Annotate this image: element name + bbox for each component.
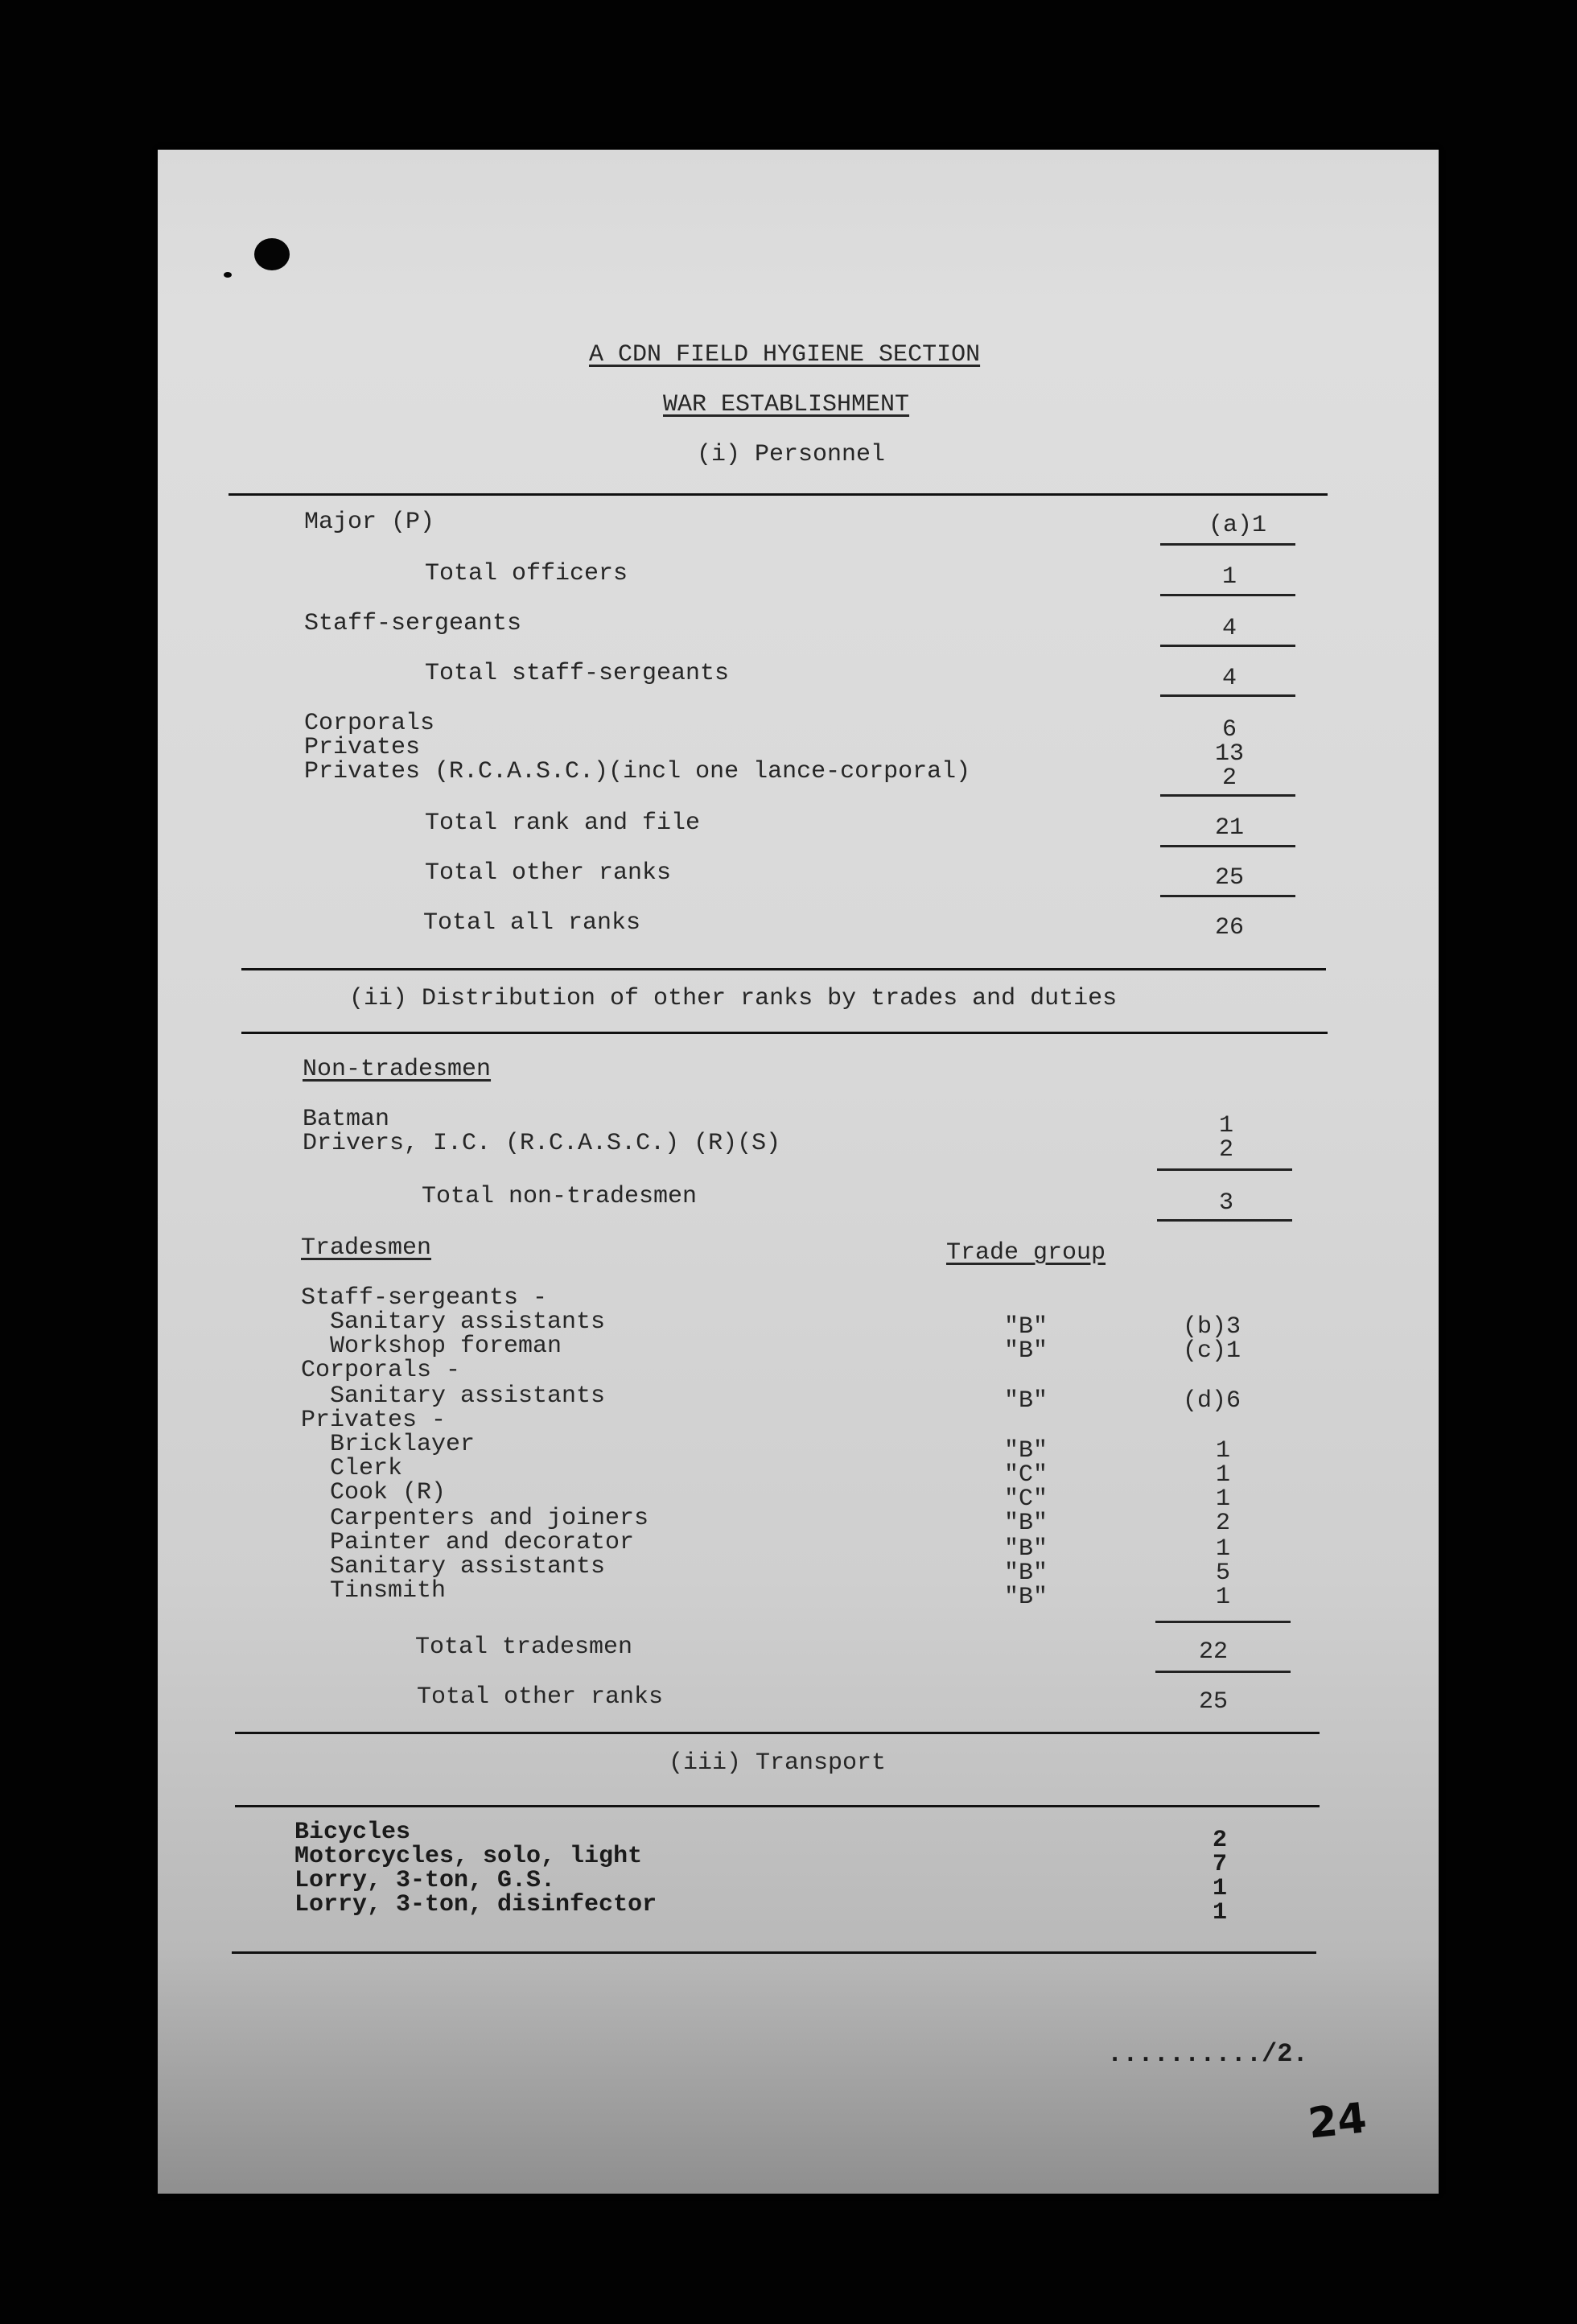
total-other-ranks-label: Total other ranks bbox=[417, 1683, 664, 1711]
trade-value: 1 bbox=[1215, 1461, 1230, 1489]
personnel-value: 4 bbox=[1221, 615, 1237, 642]
personnel-total-label: Total other ranks bbox=[425, 859, 672, 887]
personnel-label: Privates (R.C.A.S.C.)(incl one lance-corporal) bbox=[304, 758, 971, 785]
trade-value: (b)3 bbox=[1182, 1313, 1241, 1341]
transport-label: Lorry, 3-ton, disinfector bbox=[294, 1891, 657, 1918]
document-title: A CDN FIELD HYGIENE SECTION bbox=[589, 341, 981, 369]
trade-category-label: Privates - bbox=[301, 1407, 447, 1434]
tradesmen-heading: Tradesmen bbox=[301, 1234, 432, 1262]
non-tradesmen-heading: Non-tradesmen bbox=[303, 1056, 492, 1083]
total-tradesmen-value: 22 bbox=[1198, 1638, 1228, 1666]
non-tradesmen-total-label: Total non-tradesmen bbox=[422, 1183, 698, 1210]
trade-label: Sanitary assistants bbox=[330, 1308, 606, 1336]
section-3-heading: (iii) Transport bbox=[668, 1749, 887, 1777]
document-subtitle: WAR ESTABLISHMENT bbox=[663, 391, 910, 418]
non-tradesmen-label: Batman bbox=[303, 1106, 390, 1133]
personnel-total-value: 4 bbox=[1221, 665, 1237, 692]
trade-value: 1 bbox=[1215, 1485, 1230, 1513]
subtotal-rule bbox=[1160, 694, 1295, 697]
transport-value: 2 bbox=[1212, 1827, 1227, 1854]
section-1-top-rule bbox=[229, 493, 1328, 496]
section-2-top-rule bbox=[241, 968, 1326, 970]
transport-value: 1 bbox=[1212, 1899, 1227, 1926]
subtotal-rule bbox=[1155, 1621, 1291, 1623]
transport-value: 7 bbox=[1212, 1851, 1227, 1878]
trade-label: Workshop foreman bbox=[330, 1333, 562, 1360]
trade-value: (d)6 bbox=[1182, 1387, 1241, 1415]
trade-group: "B" bbox=[1004, 1560, 1048, 1587]
trade-label: Carpenters and joiners bbox=[330, 1505, 649, 1532]
trade-group-heading: Trade group bbox=[946, 1239, 1106, 1267]
trade-label: Painter and decorator bbox=[330, 1529, 635, 1556]
trade-group: "B" bbox=[1004, 1437, 1048, 1465]
trade-group: "B" bbox=[1004, 1510, 1048, 1537]
trade-label: Sanitary assistants bbox=[330, 1553, 606, 1580]
personnel-total-value: 25 bbox=[1214, 864, 1244, 892]
document-page bbox=[158, 150, 1439, 2194]
trade-value: 1 bbox=[1215, 1437, 1230, 1465]
trade-value: 1 bbox=[1215, 1535, 1230, 1563]
trade-group: "C" bbox=[1004, 1461, 1048, 1489]
trade-group: "B" bbox=[1004, 1337, 1048, 1365]
personnel-total-value: 21 bbox=[1214, 814, 1244, 842]
personnel-total-value: 26 bbox=[1214, 914, 1244, 942]
trade-label: Bricklayer bbox=[330, 1431, 476, 1458]
trade-group: "B" bbox=[1004, 1313, 1048, 1341]
subtotal-rule bbox=[1157, 1219, 1292, 1222]
trade-value: 2 bbox=[1215, 1510, 1230, 1537]
trade-value: (c)1 bbox=[1182, 1337, 1241, 1365]
transport-label: Motorcycles, solo, light bbox=[294, 1843, 643, 1870]
personnel-value: 2 bbox=[1221, 764, 1237, 792]
continuation-marker: ........../2. bbox=[1107, 2039, 1308, 2069]
personnel-label: Corporals bbox=[304, 710, 435, 737]
trade-value: 5 bbox=[1215, 1560, 1230, 1587]
subtotal-rule bbox=[1160, 645, 1295, 647]
trade-category-label: Corporals - bbox=[301, 1357, 461, 1384]
personnel-value: (a)1 bbox=[1208, 512, 1266, 539]
trade-label: Clerk bbox=[330, 1455, 403, 1482]
personnel-label: Staff-sergeants bbox=[304, 610, 522, 637]
personnel-total-label: Total all ranks bbox=[423, 909, 641, 937]
section-3-bottom-rule bbox=[232, 1951, 1316, 1954]
personnel-total-label: Total officers bbox=[425, 560, 628, 587]
personnel-label: Privates bbox=[304, 734, 421, 761]
transport-value: 1 bbox=[1212, 1875, 1227, 1902]
non-tradesmen-value: 1 bbox=[1218, 1112, 1233, 1139]
subtotal-rule bbox=[1155, 1671, 1291, 1673]
personnel-total-value: 1 bbox=[1221, 563, 1237, 591]
trade-label: Sanitary assistants bbox=[330, 1382, 606, 1410]
trade-group: "B" bbox=[1004, 1535, 1048, 1563]
subtotal-rule bbox=[1160, 845, 1295, 847]
section-3-top-rule bbox=[235, 1732, 1320, 1734]
subtotal-rule bbox=[1160, 594, 1295, 596]
non-tradesmen-total-value: 3 bbox=[1218, 1189, 1233, 1217]
total-tradesmen-label: Total tradesmen bbox=[415, 1634, 633, 1661]
trade-group: "B" bbox=[1004, 1584, 1048, 1611]
trade-group: "C" bbox=[1004, 1485, 1048, 1513]
section-2-heading-rule bbox=[241, 1032, 1328, 1034]
subtotal-rule bbox=[1160, 543, 1295, 546]
section-3-heading-rule bbox=[235, 1805, 1320, 1807]
personnel-total-label: Total staff-sergeants bbox=[425, 660, 730, 687]
personnel-total-label: Total rank and file bbox=[425, 810, 701, 837]
transport-label: Bicycles bbox=[294, 1819, 411, 1846]
page-number: 24 bbox=[1306, 2094, 1369, 2149]
section-1-heading: (i) Personnel bbox=[697, 441, 886, 468]
transport-label: Lorry, 3-ton, G.S. bbox=[294, 1867, 556, 1894]
subtotal-rule bbox=[1157, 1168, 1292, 1171]
non-tradesmen-label: Drivers, I.C. (R.C.A.S.C.) (R)(S) bbox=[303, 1130, 781, 1157]
personnel-value: 13 bbox=[1214, 740, 1244, 768]
trade-value: 1 bbox=[1215, 1584, 1230, 1611]
ink-blot bbox=[254, 238, 290, 270]
non-tradesmen-value: 2 bbox=[1218, 1136, 1233, 1164]
subtotal-rule bbox=[1160, 794, 1295, 797]
trade-group: "B" bbox=[1004, 1387, 1048, 1415]
trade-label: Tinsmith bbox=[330, 1577, 447, 1605]
total-other-ranks-value: 25 bbox=[1198, 1688, 1228, 1716]
personnel-value: 6 bbox=[1221, 716, 1237, 744]
trade-label: Cook (R) bbox=[330, 1479, 447, 1506]
trade-category-label: Staff-sergeants - bbox=[301, 1284, 548, 1312]
section-2-heading: (ii) Distribution of other ranks by trades and duties bbox=[349, 985, 1118, 1012]
ink-speck bbox=[224, 272, 232, 278]
subtotal-rule bbox=[1160, 895, 1295, 897]
personnel-label: Major (P) bbox=[304, 509, 435, 536]
